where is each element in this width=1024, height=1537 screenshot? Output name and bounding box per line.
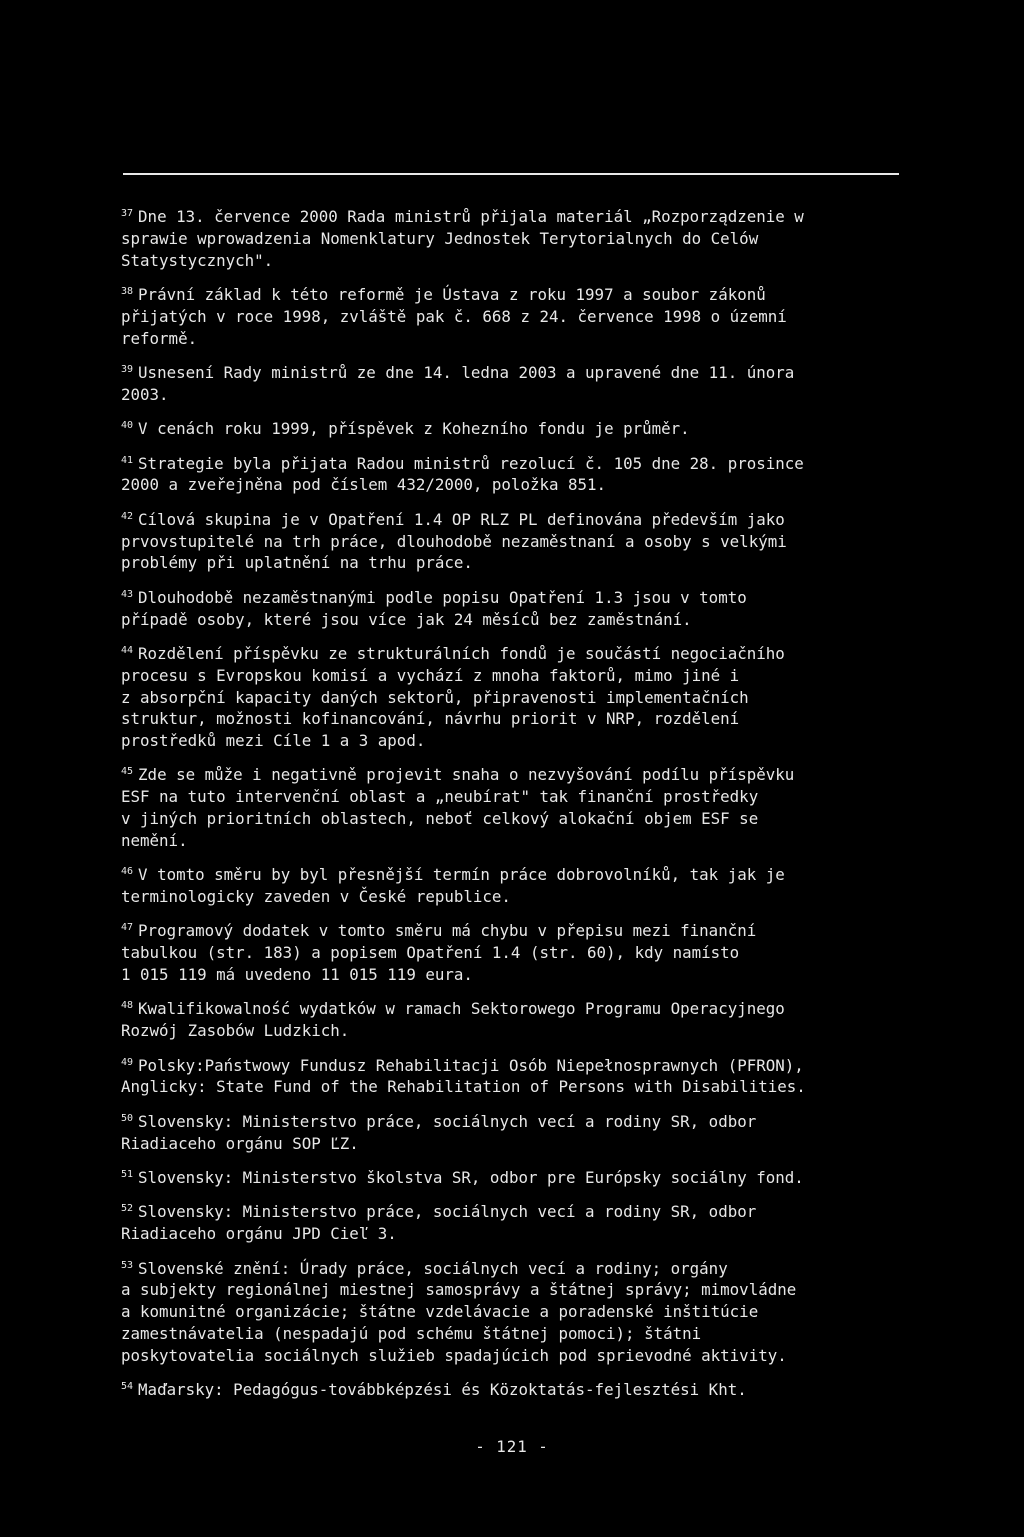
footnote-39 (121, 362, 966, 406)
footnote-line: 2000 a zveřejněna pod číslem 432/2000, položka 851. (121, 475, 607, 495)
footnote-line: Anglicky: State Fund of the Rehabilitation of Persons with Disabilities. (121, 1077, 806, 1097)
footnote-48 (121, 998, 966, 1042)
footnote-text: Slovensky: Ministerstvo práce, sociálnych vecí a rodiny SR, odbor (138, 1111, 757, 1131)
footnote-text: Strategie byla přijata Radou ministrů rezolucí č. 105 dne 28. prosince (138, 453, 804, 473)
footnote-line: ESF na tuto intervenční oblast a „neubírat" tak finanční prostředky (121, 787, 759, 807)
footnote-41 (121, 453, 966, 497)
footnote-line: 2003. (121, 384, 169, 404)
footnote-line: případě osoby, které jsou více jak 24 měsíců bez zaměstnání. (121, 609, 692, 629)
footnote-43 (121, 587, 966, 631)
footnote-number: 38 (121, 285, 134, 297)
footnote-text: Dne 13. července 2000 Rada ministrů přijala materiál „Rozporządzenie w (138, 207, 804, 226)
footnote-text: Právní základ k této reformě je Ústava z roku 1997 a soubor zákonů (138, 284, 766, 304)
footnote-53 (121, 1258, 966, 1367)
footnote-line (121, 418, 966, 440)
footnote-line (121, 1167, 966, 1189)
footnote-number: 45 (121, 766, 134, 778)
footnotes-section (121, 206, 966, 1414)
footnote-number: 49 (121, 1056, 134, 1068)
footnote-number: 47 (121, 922, 134, 934)
footnote-line: sprawie wprowadzenia Nomenklatury Jednostek Terytorialnych do Celów (121, 228, 759, 248)
footnote-number: 53 (121, 1259, 134, 1271)
footnote-number: 50 (121, 1112, 134, 1124)
footnote-line: zamestnávatelia (nespadajú pod schému štátnej pomoci); štátni (121, 1323, 702, 1343)
footnote-number: 42 (121, 510, 134, 522)
footnote-text: Usnesení Rady ministrů ze dne 14. ledna 2003 a upravené dne 11. února (138, 362, 795, 382)
footnote-text: Programový dodatek v tomto směru má chybu v přepisu mezi finanční (138, 921, 757, 941)
footnote-number: 40 (121, 420, 134, 432)
footnote-42 (121, 509, 966, 574)
footnote-line: reformě. (121, 328, 198, 348)
footnote-number: 52 (121, 1203, 134, 1215)
footnote-line: a komunitné organizácie; štátne vzdelávacie a poradenské inštitúcie (121, 1302, 759, 1322)
footnote-number: 39 (121, 363, 134, 375)
footnote-37 (121, 206, 966, 271)
footnote-text: Dlouhodobě nezaměstnanými podle popisu Opatření 1.3 jsou v tomto (138, 587, 747, 607)
footnote-separator-rule (123, 173, 899, 175)
footnote-line (121, 1258, 966, 1280)
footnote-number: 51 (121, 1169, 134, 1180)
footnote-text: Polsky:Państwowy Fundusz Rehabilitacji Osób Niepełnosprawnych (PFRON), (138, 1055, 804, 1075)
footnote-number: 48 (121, 1000, 134, 1012)
footnote-line (121, 453, 966, 475)
footnote-line: terminologicky zaveden v České republice. (121, 887, 511, 907)
footnote-45 (121, 764, 966, 851)
footnote-line: a subjekty regionálnej miestnej samosprávy a štátnej správy; mimovládne (121, 1280, 797, 1300)
footnote-text: Slovenské znění: Úrady práce, sociálnych vecí a rodiny; orgány (138, 1258, 728, 1278)
footnote-line (121, 920, 966, 942)
footnote-text: Cílová skupina je v Opatření 1.4 OP RLZ PL definována především jako (138, 509, 785, 529)
footnote-number: 37 (121, 208, 134, 219)
page-number: - 121 - (475, 1437, 549, 1456)
footnote-number: 41 (121, 454, 134, 466)
footnote-line: z absorpční kapacity daných sektorů, připravenosti implementačních (121, 687, 749, 707)
footnote-text: V tomto směru by byl přesnější termín práce dobrovolníků, tak jak je (138, 865, 785, 885)
footnote-46 (121, 864, 966, 908)
footnote-52 (121, 1201, 966, 1245)
footnote-line (121, 1055, 966, 1077)
footnote-line (121, 764, 966, 786)
footnote-line (121, 1111, 966, 1133)
footnote-number: 44 (121, 644, 134, 656)
footnote-49 (121, 1055, 966, 1099)
footnote-44 (121, 643, 966, 752)
footnote-50 (121, 1111, 966, 1155)
footnote-line: prvovstupitelé na trh práce, dlouhodobě nezaměstnaní a osoby s velkými (121, 531, 787, 551)
footnote-line: struktur, možnosti kofinancování, návrhu priorit v NRP, rozdělení (121, 709, 740, 729)
footnote-number: 43 (121, 588, 134, 600)
footnote-40 (121, 418, 966, 440)
footnote-line (121, 864, 966, 886)
footnote-line: Statystycznych". (121, 250, 274, 270)
footnote-line: problémy při uplatnění na trhu práce. (121, 553, 473, 573)
footnote-line: poskytovatelia sociálnych služieb spadajúcich pod sprievodné aktivity. (121, 1345, 787, 1365)
footnote-line: tabulkou (str. 183) a popisem Opatření 1.4 (str. 60), kdy namísto (121, 943, 740, 963)
footnote-line (121, 998, 966, 1020)
footnote-line: nemění. (121, 830, 188, 850)
footnote-38 (121, 284, 966, 349)
footnote-line (121, 1201, 966, 1223)
footnote-line: 1 015 119 má uvedeno 11 015 119 eura. (121, 965, 473, 985)
footnote-number: 54 (121, 1381, 134, 1393)
footnote-line (121, 284, 966, 306)
footnote-text: Slovensky: Ministerstvo školstva SR, odbor pre Európsky sociálny fond. (138, 1168, 804, 1187)
footnote-number: 46 (121, 866, 134, 878)
footnote-line: přijatých v roce 1998, zvláště pak č. 668 z 24. července 1998 o územní (121, 306, 787, 326)
footnote-text: Maďarsky: Pedagógus-továbbképzési és Közoktatás-fejlesztési Kht. (138, 1380, 747, 1400)
footnote-47 (121, 920, 966, 985)
footnote-line (121, 362, 966, 384)
footnote-text: Kwalifikowalność wydatków w ramach Sektorowego Programu Operacyjnego (138, 999, 785, 1019)
footnote-51 (121, 1167, 966, 1189)
footnote-line (121, 509, 966, 531)
footnote-line (121, 587, 966, 609)
footnote-text: Slovensky: Ministerstvo práce, sociálnych vecí a rodiny SR, odbor (138, 1202, 757, 1222)
footnote-line (121, 643, 966, 665)
footnote-text: Rozdělení příspěvku ze strukturálních fondů je součástí negociačního (138, 643, 785, 663)
footnote-line: v jiných prioritních oblastech, neboť celkový alokační objem ESF se (121, 809, 759, 829)
footnote-line: Riadiaceho orgánu JPD Cieľ 3. (121, 1224, 397, 1244)
footnote-line (121, 206, 966, 228)
footnote-line: Riadiaceho orgánu SOP ĽZ. (121, 1133, 359, 1153)
footnote-line: procesu s Evropskou komisí a vychází z mnoha faktorů, mimo jiné i (121, 665, 740, 685)
footnote-line: prostředků mezi Cíle 1 a 3 apod. (121, 731, 426, 751)
footnote-line (121, 1379, 966, 1401)
footnote-text: V cenách roku 1999, příspěvek z Kohezního fondu je průměr. (138, 419, 690, 439)
footnote-54 (121, 1379, 966, 1401)
footnote-text: Zde se může i negativně projevit snaha o nezvyšování podílu příspěvku (138, 765, 795, 785)
footnote-line: Rozwój Zasobów Ludzkich. (121, 1021, 350, 1041)
